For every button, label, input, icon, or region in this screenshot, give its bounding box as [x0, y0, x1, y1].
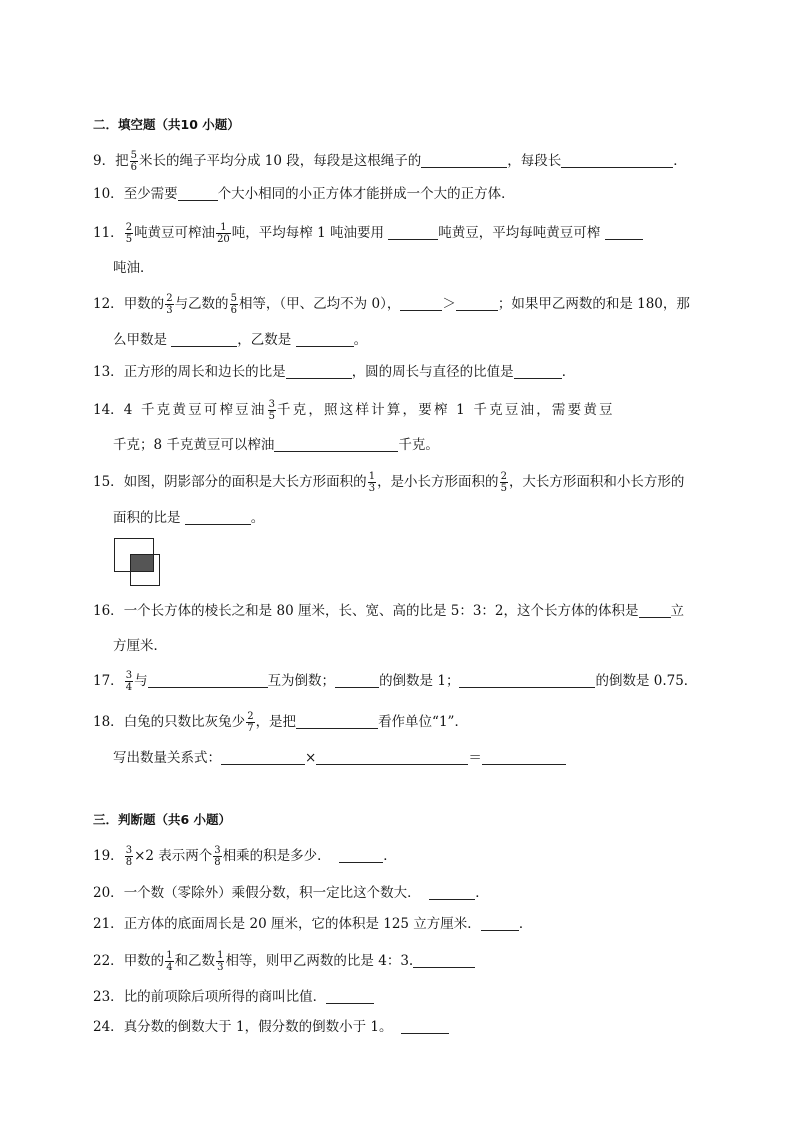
question-17	[93, 670, 697, 693]
answer-blank[interactable]	[605, 225, 643, 240]
question-text: ，是把	[255, 714, 297, 730]
fraction	[165, 293, 173, 316]
fraction	[213, 845, 221, 868]
fraction-denominator: 20	[217, 234, 230, 245]
question-number: 15．	[93, 474, 124, 490]
fraction-denominator: 5	[268, 411, 275, 422]
question-text: ；如果甲乙两数的和是 180，那	[497, 296, 690, 312]
question-number: 13．	[93, 364, 124, 380]
answer-blank[interactable]	[482, 750, 566, 765]
question-10	[93, 184, 515, 204]
times-sign: ×	[305, 750, 317, 766]
fraction	[500, 471, 508, 494]
question-12	[93, 293, 690, 316]
fraction	[246, 711, 254, 734]
question-number: 22．	[93, 953, 124, 969]
question-text: 一个长方体的棱长之和是 80 厘米，长、宽、高的比是 5：3：2，这个长方体的体积是	[123, 603, 639, 619]
fraction-denominator: 8	[214, 857, 221, 868]
fraction-numerator: 2	[500, 471, 507, 482]
question-text: 千克，照这样计算，要榨 1 千克豆油，需要黄豆	[276, 402, 615, 418]
question-23	[93, 987, 374, 1007]
fraction-denominator: 5	[125, 234, 133, 245]
question-text: 比的前项除后项所得的商叫比值．	[123, 989, 327, 1005]
question-text: 相等，则甲乙两数的比是 4：3.	[225, 953, 414, 969]
question-number: 16．	[93, 603, 124, 619]
question-text: 如图，阴影部分的面积是大长方形面积的	[123, 474, 367, 490]
fraction-numerator: 3	[125, 845, 133, 856]
answer-blank[interactable]	[296, 714, 378, 729]
question-19	[93, 845, 397, 868]
fraction-denominator: 3	[166, 305, 173, 316]
fraction-denominator: 6	[130, 162, 137, 173]
answer-blank[interactable]	[401, 1019, 449, 1034]
question-text: 与乙数的	[174, 296, 229, 312]
question-number: 12．	[93, 296, 124, 312]
question-18	[93, 711, 468, 734]
question-text: 互为倒数；	[267, 673, 336, 689]
question-text: ．	[673, 153, 687, 169]
question-24	[93, 1017, 449, 1037]
fraction	[130, 150, 138, 173]
question-text: 与	[134, 673, 148, 689]
fraction-numerator: 1	[166, 950, 173, 961]
question-number: 20．	[93, 885, 124, 901]
question-text: ，是小长方形面积的	[377, 474, 499, 490]
question-number: 17．	[93, 673, 124, 689]
question-text: 白兔的只数比灰兔少	[123, 714, 246, 730]
fraction-numerator: 1	[368, 471, 376, 482]
question-number: 19．	[93, 848, 124, 864]
question-number: 14．	[93, 402, 124, 418]
question-22	[93, 950, 475, 973]
question-text: 真分数的倒数大于 1，假分数的倒数小于 1。	[123, 1019, 393, 1035]
fraction	[125, 845, 133, 868]
question-text: 写出数量关系式：	[113, 750, 221, 766]
fraction	[125, 222, 133, 245]
question-text: 立	[670, 603, 685, 619]
question-text: ，大长方形面积和小长方形的	[508, 474, 685, 490]
question-text: 米长的绳子平均分成 10 段，每段是这根绳子的	[138, 153, 422, 169]
question-text: 甲数的	[123, 296, 165, 312]
answer-blank[interactable]	[339, 848, 383, 863]
question-text: 相等，（甲、乙均不为 0），	[238, 296, 401, 312]
question-11	[93, 222, 643, 245]
question-text: ．	[561, 364, 576, 380]
fraction-numerator: 2	[166, 293, 173, 304]
answer-blank[interactable]	[421, 153, 507, 168]
answer-blank[interactable]	[185, 510, 251, 525]
fraction	[165, 950, 173, 973]
question-14	[93, 399, 615, 422]
question-16	[93, 601, 684, 621]
fraction-numerator: 2	[247, 711, 254, 722]
question-12-continued	[113, 330, 367, 350]
fraction-numerator: 1	[216, 222, 231, 234]
question-number: 24．	[93, 1019, 124, 1035]
question-15-continued	[113, 508, 264, 528]
fraction-numerator: 2	[125, 222, 133, 233]
question-text: 至少需要	[123, 186, 178, 202]
fraction	[368, 471, 376, 494]
fraction-numerator: 3	[268, 399, 275, 410]
question-text: 千克；8 千克黄豆可以榨油	[113, 437, 275, 453]
answer-blank[interactable]	[413, 953, 475, 968]
question-text: ，圆的周长与直径的比值是	[351, 364, 514, 380]
question-9	[93, 150, 687, 173]
answer-blank[interactable]	[639, 603, 671, 618]
answer-blank[interactable]	[456, 296, 498, 311]
question-number: 18．	[93, 714, 124, 730]
answer-blank[interactable]	[221, 750, 305, 765]
fraction-denominator: 4	[125, 682, 133, 693]
question-15	[93, 471, 684, 494]
question-text: 把	[115, 153, 129, 169]
fraction-denominator: 8	[125, 857, 133, 868]
fraction-numerator: 1	[217, 950, 224, 961]
question-text: ，每段长	[507, 153, 562, 169]
fraction-denominator: 3	[217, 962, 224, 973]
question-number: 10．	[93, 186, 124, 202]
fraction	[230, 293, 238, 316]
section-3-heading: 三．判断题（共6 小题）	[93, 812, 232, 827]
question-text: 正方形的周长和边长的比是	[123, 364, 286, 380]
answer-blank[interactable]	[388, 225, 438, 240]
fraction-denominator: 6	[230, 305, 237, 316]
question-16-continued: 方厘米．	[113, 638, 167, 654]
answer-blank[interactable]	[178, 186, 218, 201]
fraction	[216, 222, 231, 245]
equals-sign: ＝	[468, 750, 482, 766]
question-13	[93, 362, 575, 382]
question-text: ．	[383, 848, 397, 864]
fraction-numerator: 5	[230, 293, 237, 304]
question-21	[93, 914, 532, 934]
fraction-denominator: 3	[368, 483, 376, 494]
question-text: 吨，平均每榨 1 吨油要用	[231, 225, 384, 241]
question-text: 吨黄豆，平均每吨黄豆可榨	[438, 225, 601, 241]
rectangles-figure	[114, 538, 162, 590]
answer-blank[interactable]	[561, 153, 673, 168]
question-text: 面积的比是	[113, 510, 181, 526]
question-text: 么甲数是	[113, 332, 167, 348]
question-text: 看作单位“1”．	[378, 714, 468, 730]
question-number: 21．	[93, 916, 124, 932]
question-text: 相乘的积是多少．	[222, 848, 331, 864]
fraction	[268, 399, 276, 422]
question-text: 4 千克黄豆可榨豆油	[123, 402, 267, 418]
question-text: 和乙数	[174, 953, 216, 969]
answer-blank[interactable]	[148, 673, 268, 688]
question-text: 的倒数是 0.75．	[595, 673, 698, 689]
question-20	[93, 883, 489, 903]
answer-blank[interactable]	[481, 916, 519, 931]
answer-blank[interactable]	[429, 885, 475, 900]
question-text: 的倒数是 1；	[379, 673, 460, 689]
fraction-numerator: 3	[125, 670, 133, 681]
question-text: 。	[353, 332, 368, 348]
answer-blank[interactable]	[326, 989, 374, 1004]
greater-than-sign: ＞	[442, 296, 456, 312]
fraction-denominator: 5	[500, 483, 507, 494]
answer-blank[interactable]	[400, 296, 442, 311]
fraction-numerator: 3	[214, 845, 221, 856]
section-2-heading: 二．填空题（共10 小题）	[93, 117, 240, 132]
question-number: 11．	[93, 225, 124, 241]
answer-blank[interactable]	[296, 332, 354, 347]
question-text: 个大小相同的小正方体才能拼成一个大的正方体．	[217, 186, 515, 202]
question-text: 。	[250, 510, 265, 526]
fraction	[125, 670, 133, 693]
answer-blank[interactable]	[514, 364, 562, 379]
question-14-continued	[113, 435, 439, 455]
question-text: ．	[475, 885, 489, 901]
answer-blank[interactable]	[316, 750, 468, 765]
fraction	[216, 950, 224, 973]
fraction-denominator: 7	[247, 723, 254, 734]
question-text: 一个数（零除外）乘假分数，积一定比这个数大．	[123, 885, 421, 901]
fraction-numerator: 5	[130, 150, 137, 161]
question-number: 9．	[93, 153, 116, 169]
answer-blank[interactable]	[335, 673, 379, 688]
question-text: 吨黄豆可榨油	[134, 225, 216, 241]
answer-blank[interactable]	[171, 332, 237, 347]
question-text: ，乙数是	[237, 332, 292, 348]
question-text: 千克。	[398, 437, 439, 453]
answer-blank[interactable]	[459, 673, 595, 688]
question-text: 甲数的	[123, 953, 165, 969]
question-18-relation	[113, 748, 566, 768]
question-text: ．	[518, 916, 533, 932]
question-text: ×2 表示两个	[134, 848, 213, 864]
fraction-denominator: 4	[166, 962, 173, 973]
answer-blank[interactable]	[274, 437, 398, 452]
shaded-region	[131, 555, 153, 571]
answer-blank[interactable]	[286, 364, 352, 379]
question-11-continued: 吨油．	[113, 260, 154, 276]
question-text: 正方体的底面周长是 20 厘米，它的体积是 125 立方厘米．	[123, 916, 481, 932]
question-number: 23．	[93, 989, 124, 1005]
